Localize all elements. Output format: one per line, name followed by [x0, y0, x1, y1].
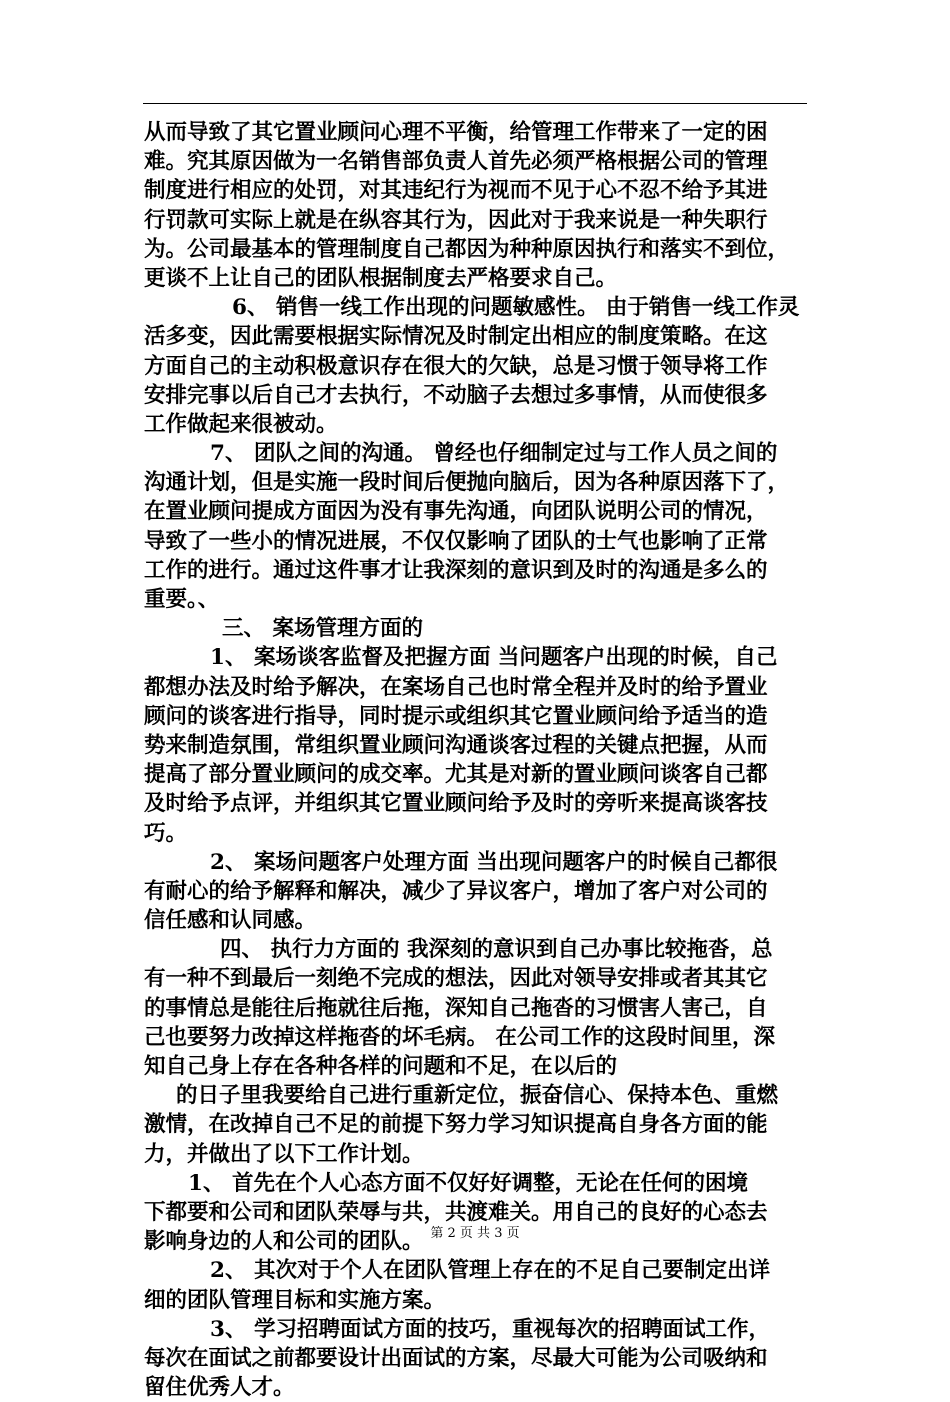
- text-line: 为。公司最基本的管理制度自己都因为种种原因执行和落实不到位，: [144, 236, 790, 262]
- text-line: 留住优秀人才。: [144, 1375, 295, 1401]
- text-line: 3、 学习招聘面试方面的技巧，重视每次的招聘面试工作，: [210, 1316, 770, 1342]
- text-line: 势来制造氛围，常组织置业顾问沟通谈客过程的关键点把握，从而: [144, 732, 768, 758]
- text-line: 6、 销售一线工作出现的问题敏感性。 由于销售一线工作灵: [232, 295, 800, 321]
- text-line: 在置业顾问提成方面因为没有事先沟通，向团队说明公司的情况，: [144, 499, 768, 525]
- text-line: 知自己身上存在各种各样的问题和不足，在以后的: [144, 1054, 618, 1079]
- text-line: 己也要努力改掉这样拖沓的坏毛病。 在公司工作的这段时间里，深: [144, 1024, 775, 1050]
- text-line: 及时给予点评，并组织其它置业顾问给予及时的旁听来提高谈客技: [144, 791, 768, 817]
- text-line: 导致了一些小的情况进展，不仅仅影响了团队的士气也影响了正常: [144, 528, 768, 554]
- page-footer: 第 2 页 共 3 页: [430, 1226, 520, 1241]
- text-line: 从而导致了其它置业顾问心理不平衡，给管理工作带来了一定的困: [144, 120, 768, 145]
- text-line: 激情，在改掉自己不足的前提下努力学习知识提高自身各方面的能: [144, 1112, 768, 1138]
- text-line: 沟通计划，但是实施一段时间后便抛向脑后，因为各种原因落下了，: [144, 470, 790, 496]
- text-line: 三、 案场管理方面的: [222, 616, 423, 642]
- text-line: 四、 执行力方面的 我深刻的意识到自己办事比较拖沓，总: [220, 937, 773, 963]
- text-line: 1、 首先在个人心态方面不仅好好调整，无论在任何的困境: [188, 1170, 748, 1196]
- text-line: 重要。、: [144, 587, 220, 612]
- text-line: 制度进行相应的处罚，对其违纪行为视而不见于心不忍不给予其进: [144, 178, 768, 204]
- text-line: 提高了部分置业顾问的成交率。尤其是对新的置业顾问谈客自己都: [144, 762, 768, 788]
- text-line: 活多变，因此需要根据实际情况及时制定出相应的制度策略。在这: [144, 324, 768, 350]
- text-line: 2、 其次对于个人在团队管理上存在的不足自己要制定出详: [210, 1258, 770, 1284]
- text-line: 2、 案场问题客户处理方面 当出现问题客户的时候自己都很: [210, 849, 778, 875]
- text-line: 的事情总是能往后拖就往后拖，深知自己拖沓的习惯害人害己，自: [144, 995, 768, 1021]
- text-line: 每次在面试之前都要设计出面试的方案，尽最大可能为公司吸纳和: [144, 1345, 768, 1371]
- text-line: 细的团队管理目标和实施方案。: [144, 1287, 446, 1313]
- text-line: 下都要和公司和团队荣辱与共，共渡难关。用自己的良好的心态去: [144, 1199, 768, 1225]
- text-line: 信任感和认同感。: [144, 908, 317, 934]
- text-line: 顾问的谈客进行指导，同时提示或组织其它置业顾问给予适当的造: [144, 703, 768, 729]
- text-line: 影响身边的人和公司的团队。: [144, 1229, 424, 1255]
- text-line: 巧。: [144, 820, 188, 846]
- body-text: [144, 118, 810, 1402]
- text-line: 安排完事以后自己才去执行，不动脑子去想过多事情，从而使很多: [144, 382, 768, 408]
- text-line: 工作的进行。通过这件事才让我深刻的意识到及时的沟通是多么的: [144, 557, 768, 583]
- text-line: 力，并做出了以下工作计划。: [144, 1141, 424, 1167]
- text-line: 都想办法及时给予解决，在案场自己也时常全程并及时的给予置业: [144, 674, 768, 700]
- text-line: 有一种不到最后一刻绝不完成的想法，因此对领导安排或者其其它: [144, 966, 768, 992]
- text-line: 7、 团队之间的沟通。 曾经也仔细制定过与工作人员之间的: [210, 441, 778, 467]
- text-line: 行罚款可实际上就是在纵容其行为，因此对于我来说是一种失职行: [144, 207, 768, 233]
- text-line: 方面自己的主动积极意识存在很大的欠缺，总是习惯于领导将工作: [144, 353, 768, 379]
- header-rule: [143, 103, 807, 104]
- text-line: 工作做起来很被动。: [144, 411, 338, 437]
- text-line: 更谈不上让自己的团队根据制度去严格要求自己。: [144, 265, 618, 291]
- text-line: 难。究其原因做为一名销售部负责人首先必须严格根据公司的管理: [144, 149, 768, 175]
- text-line: 1、 案场谈客监督及把握方面 当问题客户出现的时候，自己: [210, 645, 778, 671]
- text-line: 的日子里我要给自己进行重新定位，振奋信心、保持本色、重燃: [176, 1083, 779, 1109]
- text-line: 有耐心的给予解释和解决，减少了异议客户，增加了客户对公司的: [144, 878, 768, 904]
